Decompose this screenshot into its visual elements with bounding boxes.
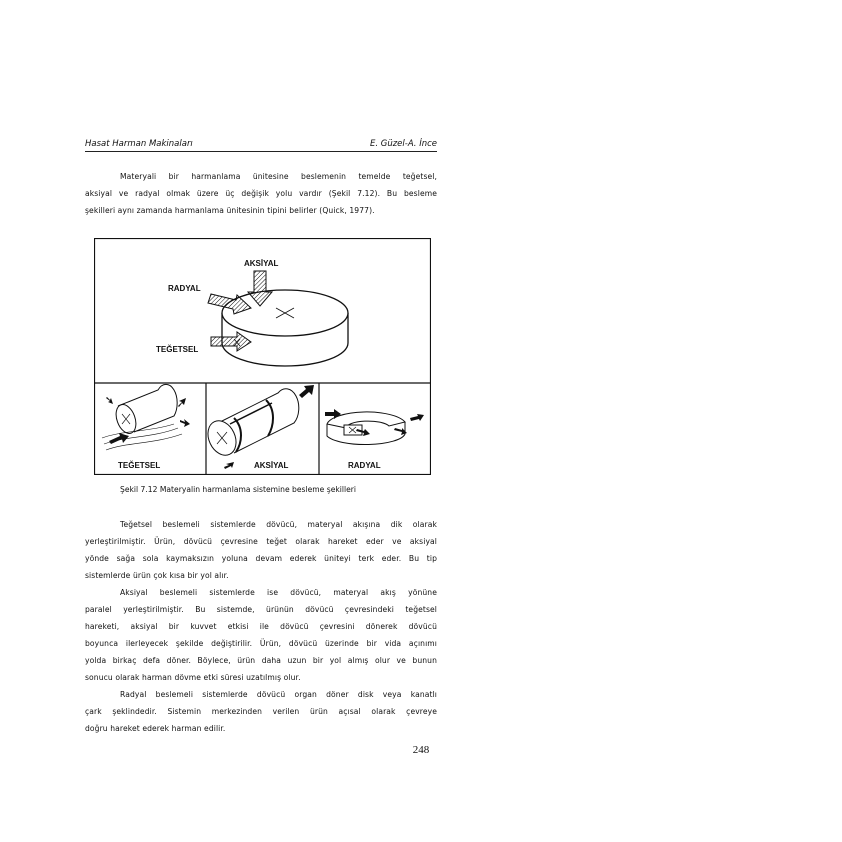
text-line: paralel yerleştirilmiştir. Bu sistemde, ürünün dövücü çevresindeki teğetsel: [85, 605, 437, 614]
label-radial: RADYAL: [168, 284, 201, 293]
text-line: çark şeklindedir. Sistemin merkezinden verilen ürün açısal olarak çevreye: [85, 707, 437, 716]
page-number: 248: [412, 744, 430, 756]
header-authors: E. Güzel-A. İnce: [369, 139, 437, 149]
text-line: yolda birkaç defa döner. Böylece, ürün daha uzun bir yol almış olur ve bunun: [85, 656, 437, 665]
label-axial: AKSİYAL: [244, 259, 279, 268]
text-line: Teğetsel beslemeli sistemlerde dövücü, materyal akışına dik olarak: [120, 520, 437, 529]
panel-label-radial: RADYAL: [348, 461, 381, 470]
text-line: yerleştirilmiştir. Ürün, dövücü çevresine teğet olarak hareket eder ve aksiyal: [85, 537, 437, 546]
text-line: hareketi, aksiyal bir kuvvet etkisi ile dövücü çevresini dönerek dövücü: [85, 622, 437, 631]
text-line: şekilleri aynı zamanda harmanlama ünitesinin tipini belirler (Quick, 1977).: [85, 206, 375, 215]
text-line: aksiyal ve radyal olmak üzere üç değişik yolu vardır (Şekil 7.12). Bu besleme: [85, 189, 437, 198]
text-line: yönde sağa sola kaymaksızın yoluna devam ederek üniteyi terk eder. Bu tip: [85, 554, 437, 563]
text-line: Materyali bir harmanlama ünitesine beslemenin temelde teğetsel,: [120, 172, 437, 181]
figure-caption: Şekil 7.12 Materyalin harmanlama sistemine besleme şekilleri: [120, 485, 357, 494]
running-header: [85, 139, 437, 152]
text-line: sistemlerde ürün çok kısa bir yol alır.: [85, 571, 229, 580]
label-tangential: TEĞETSEL: [156, 345, 199, 354]
panel-label-tangential: TEĞETSEL: [118, 461, 161, 470]
text-line: doğru hareket ederek harman edilir.: [85, 724, 226, 733]
intro-paragraph: [85, 168, 437, 219]
feeding-methods-figure: [94, 238, 431, 475]
text-line: sonucu olarak harman dövme etki süresi uzatılmış olur.: [85, 673, 301, 682]
text-line: Radyal beslemeli sistemlerde dövücü organ döner disk veya kanatlı: [120, 690, 437, 699]
text-line: boyunca ilerleyecek şekilde değiştirilir. Ürün, dövücü üzerinde bir vida açınımı: [85, 639, 437, 648]
body-text: [85, 516, 437, 737]
header-book-title: Hasat Harman Makinaları: [85, 139, 193, 149]
text-line: Aksiyal beslemeli sistemlerde ise dövücü, materyal akış yönüne: [120, 588, 437, 597]
panel-label-axial: AKSİYAL: [254, 461, 289, 470]
